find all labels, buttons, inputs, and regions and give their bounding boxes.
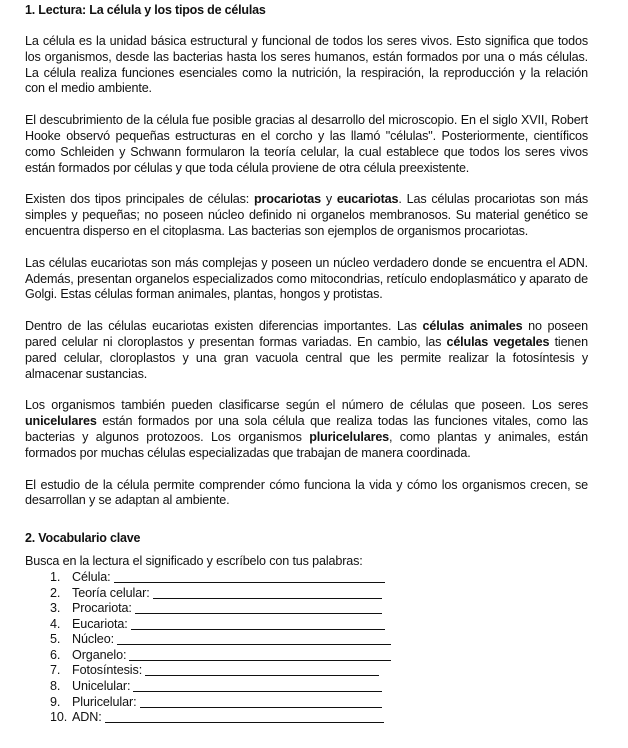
paragraph-text: tienen pared celular, cloroplastos y una gran vacuola central que les permite realizar la fotosíntesis y almacenar sustancias. [25,334,588,381]
paragraph-text: y [320,192,337,207]
item-number: 7. [50,663,61,678]
reading-paragraph [25,256,588,303]
reading-paragraph [25,398,588,461]
vocabulary-item [25,617,588,633]
vocabulary-term: Fotosíntesis: [72,663,143,678]
worksheet-page [25,3,588,726]
vocabulary-item [25,695,588,711]
paragraph-text: , como plantas y animales, están formados por muchas células especializadas que trabajan de manera coordinada. [25,429,588,460]
key-term: procariotas [254,192,321,207]
answer-blank-line[interactable] [140,707,382,708]
key-term: pluricelulares [309,429,390,444]
vocabulary-item [25,663,588,679]
answer-blank-line[interactable] [114,582,385,583]
vocabulary-term: Teoría celular: [72,585,150,600]
paragraph-text: Existen dos tipos principales de células: [25,192,255,207]
vocabulary-term: Eucariota: [72,616,128,631]
answer-blank-line[interactable] [145,675,379,676]
reading-paragraph [25,34,588,97]
vocabulary-item [25,601,588,617]
paragraph-text: El descubrimiento de la célula fue posible gracias al desarrollo del microscopio. En el siglo XVII, Robert Hooke observó pequeñas estructuras en el corcho y las llamó "células". Posteriormente, científicos como Schleiden y Schwann formularon la teoría celular, la cual establece que todos los seres vivos están formados por células y que toda célula proviene de otra célula preexistente. [25,113,588,175]
paragraph-text: El estudio de la célula permite comprender cómo funciona la vida y cómo los organismos crecen, se desarrollan y se adaptan al ambiente. [25,477,588,508]
answer-blank-line[interactable] [131,629,385,630]
vocabulary-item [25,632,588,648]
paragraph-text: están formados por una sola célula que realiza todas las funciones vitales, como las bacterias y algunos protozoos. Los organismos [25,414,588,444]
paragraph-text: no poseen pared celular ni cloroplastos y presentan formas variadas. En cambio, las [25,319,588,349]
item-number: 8. [50,679,61,694]
item-number: 1. [50,569,61,584]
answer-blank-line[interactable] [129,660,391,661]
key-term: células animales [422,319,523,334]
vocabulary-item [25,648,588,664]
vocabulary-item [25,586,588,602]
vocabulary-instruction: Busca en la lectura el significado y escríbelo con tus palabras: [25,554,363,569]
section-2-title: 2. Vocabulario clave [25,531,141,546]
item-number: 3. [50,601,61,616]
reading-paragraph [25,319,588,382]
reading-paragraph [25,113,588,176]
answer-blank-line[interactable] [135,613,382,614]
answer-blank-line[interactable] [117,644,391,645]
vocabulary-term: Procariota: [72,601,132,616]
item-number: 6. [50,647,61,662]
vocabulary-term: ADN: [72,710,102,725]
answer-blank-line[interactable] [153,598,382,599]
vocabulary-term: Unicelular: [72,679,131,694]
answer-blank-line[interactable] [105,722,384,723]
reading-paragraph [25,478,588,510]
vocabulary-item [25,570,588,586]
vocabulary-list [25,570,588,726]
vocabulary-term: Célula: [72,569,111,584]
section-1-title: 1. Lectura: La célula y los tipos de células [25,3,266,17]
paragraph-text: Dentro de las células eucariotas existen diferencias importantes. Las [25,319,423,334]
reading-passage [25,34,588,509]
vocabulary-term: Núcleo: [72,632,115,647]
key-term: eucariotas [336,192,399,207]
vocabulary-item [25,679,588,695]
paragraph-text: Las células eucariotas son más complejas y poseen un núcleo verdadero donde se encuentra el ADN. Además, presentan organelos especializados como mitocondrias, retículo endoplasmático y aparato de Golgi. Estas células forman animales, plantas, hongos y protistas. [25,255,588,302]
paragraph-text: La célula es la unidad básica estructural y funcional de todos los seres vivos. Esto significa que todos los organismos, desde las bacterias hasta los seres humanos, están formados por una o más células. La célula realiza funciones esenciales como la nutrición, la respiración, la reproducción y la relación con el medio ambiente. [25,34,588,96]
item-number: 4. [50,616,61,631]
vocabulary-term: Organelo: [72,647,127,662]
item-number: 10. [50,710,68,725]
vocabulary-term: Pluricelular: [72,694,137,709]
reading-paragraph [25,192,588,239]
key-term: células vegetales [446,334,550,349]
item-number: 2. [50,585,61,600]
paragraph-text: Los organismos también pueden clasificarse según el número de células que poseen. Los seres [25,398,588,413]
vocabulary-item [25,710,588,726]
answer-blank-line[interactable] [133,691,382,692]
key-term: unicelulares [25,414,97,429]
paragraph-text: . Las células procariotas son más simples y pequeñas; no poseen núcleo definido ni organelos membranosos. Su material genético se encuentra disperso en el citoplasma. Las bacterias son ejemplos de organismos procariotas. [25,192,588,238]
item-number: 9. [50,694,61,709]
item-number: 5. [50,632,61,647]
